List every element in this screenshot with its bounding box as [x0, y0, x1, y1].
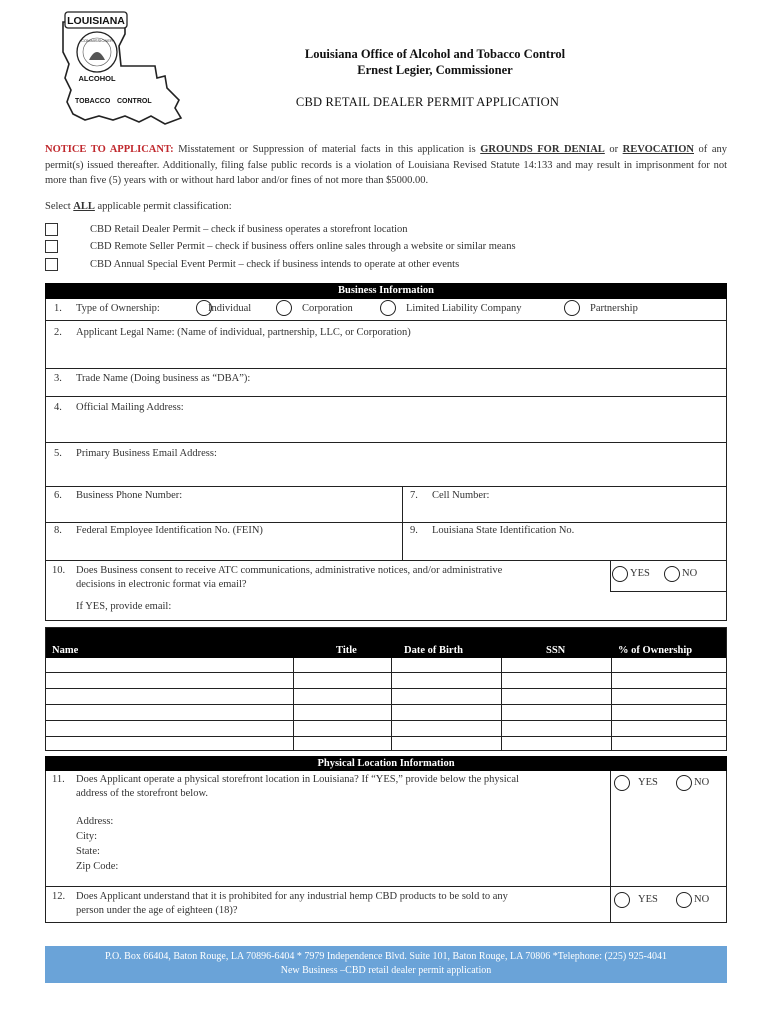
col-ownership-pct: % of Ownership	[618, 645, 693, 656]
q-num: 2.	[54, 327, 62, 338]
permit-option-label: CBD Annual Special Event Permit – check if business intends to operate at other events	[90, 258, 460, 270]
form-title: CBD RETAIL DEALER PERMIT APPLICATION	[295, 95, 560, 109]
table-row[interactable]	[46, 705, 726, 720]
q-num: 1.	[54, 303, 62, 314]
permit-option-remote[interactable]	[45, 238, 516, 254]
logo-title-text: LOUISIANA	[67, 15, 125, 27]
notice-text-3: of any permit(s) issued thereafter. Additionally, filing false public records is a violation of Louisiana Revised Statute 14:133 and may result in imprisonment for not more than five (5) years with or without hard labor and/or fines of not more than $5000.00.	[45, 144, 727, 186]
q-label: Type of Ownership:	[76, 303, 160, 314]
q-num: 10.	[52, 565, 66, 576]
q-num: 12.	[52, 891, 66, 902]
business-info-header: Business Information	[45, 283, 727, 299]
table-row[interactable]	[46, 721, 726, 736]
radio-consent-no[interactable]	[664, 566, 680, 582]
option-partnership-label: Partnership	[590, 303, 638, 314]
row-ids	[45, 523, 727, 561]
no-label: NO	[694, 777, 710, 788]
col-name: Name	[52, 645, 79, 656]
q-num: 9.	[410, 525, 418, 536]
permit-option-label: CBD Retail Dealer Permit – check if business operates a storefront location	[90, 223, 408, 235]
checkbox[interactable]	[45, 223, 58, 236]
classification-prefix: Select	[45, 201, 74, 212]
logo-control-text: CONTROL	[117, 98, 152, 105]
notice-denial: GROUNDS FOR DENIAL	[480, 144, 605, 155]
row-email[interactable]	[45, 443, 727, 487]
row-trade-name[interactable]	[45, 369, 727, 397]
col-title: Title	[336, 645, 357, 656]
q-num: 8.	[54, 525, 62, 536]
q-label: address of the storefront below.	[76, 788, 208, 799]
q-num: 11.	[52, 774, 65, 785]
radio-consent-yes[interactable]	[612, 566, 628, 582]
q-label: Does Applicant understand that it is prohibited for any industrial hemp CBD products to be sold to any	[76, 891, 508, 902]
q-label: person under the age of eighteen (18)?	[76, 905, 238, 916]
classification-suffix: applicable permit classification:	[94, 201, 232, 212]
notice-label: NOTICE TO APPLICANT:	[45, 144, 174, 155]
q-label[interactable]: Federal Employee Identification No. (FEIN)	[76, 525, 263, 536]
table-row[interactable]	[46, 673, 726, 688]
notice-text-2: or	[604, 144, 623, 155]
option-corporation-label: Corporation	[302, 303, 353, 314]
notice-to-applicant	[45, 142, 727, 189]
table-row[interactable]	[46, 737, 726, 750]
yes-label: YES	[638, 777, 658, 788]
row-phone	[45, 487, 727, 523]
q-num: 7.	[410, 490, 418, 501]
permit-option-retail[interactable]	[45, 221, 408, 237]
table-row[interactable]	[46, 658, 726, 672]
radio-storefront-no[interactable]	[676, 775, 692, 791]
page-footer	[45, 946, 727, 983]
radio-storefront-yes[interactable]	[614, 775, 630, 791]
no-label: NO	[682, 568, 698, 579]
q-num: 5.	[54, 448, 62, 459]
q-label: Does Applicant operate a physical storefront location in Louisiana? If “YES,” provide below the physical	[76, 774, 519, 785]
notice-revocation: REVOCATION	[622, 144, 694, 155]
q-label[interactable]: Business Phone Number:	[76, 490, 183, 501]
address-label[interactable]: Address:	[76, 816, 114, 827]
q-label: decisions in electronic format via email?	[76, 579, 247, 590]
checkbox[interactable]	[45, 240, 58, 253]
city-label[interactable]: City:	[76, 831, 98, 842]
q-label: Trade Name (Doing business as “DBA”):	[76, 373, 251, 384]
classification-all: ALL	[73, 201, 95, 212]
no-label: NO	[694, 894, 710, 905]
row-ownership-type	[45, 299, 727, 321]
row-age-restriction	[45, 887, 727, 923]
row-mailing-address[interactable]	[45, 397, 727, 443]
radio-age-yes[interactable]	[614, 892, 630, 908]
table-row[interactable]	[46, 689, 726, 704]
row-legal-name[interactable]	[45, 321, 727, 369]
permit-option-label: CBD Remote Seller Permit – check if business offers online sales through a website or similar means	[90, 240, 516, 252]
logo-alcohol-text: ALCOHOL	[78, 74, 116, 83]
q-label: Official Mailing Address:	[76, 402, 184, 413]
col-ssn: SSN	[546, 645, 566, 656]
state-label[interactable]: State:	[76, 846, 100, 857]
option-llc-label: Limited Liability Company	[406, 303, 522, 314]
radio-partnership[interactable]	[564, 300, 580, 316]
q-label: Primary Business Email Address:	[76, 448, 217, 459]
logo-tobacco-text: TOBACCO	[75, 98, 111, 105]
zip-label[interactable]: Zip Code:	[76, 861, 119, 872]
permit-option-event[interactable]	[45, 256, 459, 272]
logo-seal-text: COMMISSIONER	[81, 38, 113, 43]
office-name: Louisiana Office of Alcohol and Tobacco Control	[304, 47, 566, 61]
yes-label: YES	[630, 568, 650, 579]
commissioner-name: Ernest Legier, Commissioner	[357, 63, 513, 77]
physical-location-header: Physical Location Information	[45, 756, 727, 771]
row-electronic-consent	[45, 561, 727, 621]
q-num: 4.	[54, 402, 62, 413]
radio-corporation[interactable]	[276, 300, 292, 316]
q-label: Applicant Legal Name: (Name of individual, partnership, LLC, or Corporation)	[76, 327, 411, 338]
q-num: 6.	[54, 490, 62, 501]
option-individual-label: Individual	[208, 303, 252, 314]
yes-label: YES	[638, 894, 658, 905]
q-label: Does Business consent to receive ATC communications, administrative notices, and/or administrative	[76, 565, 503, 576]
ownership-table	[45, 627, 727, 751]
footer-address: P.O. Box 66404, Baton Rouge, LA 70896-6404 * 7979 Independence Blvd. Suite 101, Baton Rouge, LA 70806 *Telephone: (225) 925-4041	[104, 951, 668, 962]
checkbox[interactable]	[45, 258, 58, 271]
notice-text-1: Misstatement or Suppression of material facts in this application is	[173, 144, 481, 155]
col-dob: Date of Birth	[404, 645, 463, 656]
row-storefront	[45, 771, 727, 887]
q-label[interactable]: Louisiana State Identification No.	[432, 525, 575, 536]
q-label[interactable]: Cell Number:	[432, 490, 490, 501]
footer-form-name: New Business –CBD retail dealer permit application	[280, 965, 492, 976]
classification-label	[45, 201, 232, 212]
q-sub-label[interactable]: If YES, provide email:	[76, 601, 172, 612]
radio-llc[interactable]	[380, 300, 396, 316]
q-num: 3.	[54, 373, 62, 384]
radio-age-no[interactable]	[676, 892, 692, 908]
